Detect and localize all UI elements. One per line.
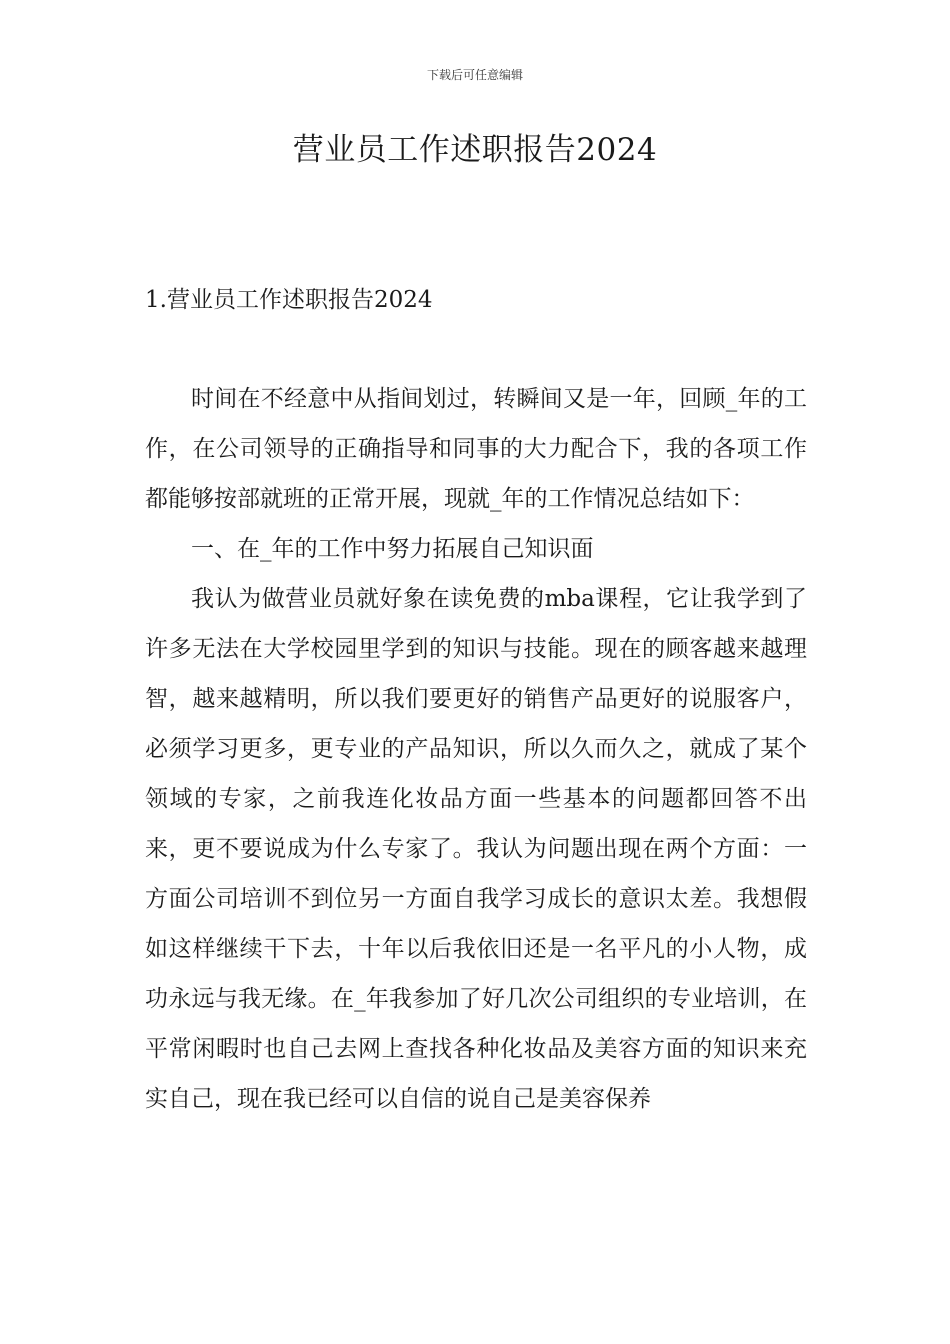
paragraph-intro: 时间在不经意中从指间划过，转瞬间又是一年，回顾_年的工作，在公司领导的正确指导和同事的大力配合下，我的各项工作都能够按部就班的正常开展，现就_年的工作情况总结如下： (145, 386, 807, 512)
document-title: 营业员工作述职报告2024 (292, 132, 658, 168)
document-body (145, 374, 807, 1124)
section-heading: 1.营业员工作述职报告2024 (145, 287, 433, 313)
page-header-note: 下载后可任意编辑 (426, 68, 523, 82)
paragraph-subheading: 一、在_年的工作中努力拓展自己知识面 (191, 536, 594, 562)
paragraph-knowledge: 我认为做营业员就好象在读免费的mba课程，它让我学到了许多无法在大学校园里学到的知识与技能。现在的顾客越来越理智，越来越精明，所以我们要更好的销售产品更好的说服客户，必须学习更多，更专业的产品知识，所以久而久之，就成了某个领域的专家，之前我连化妆品方面一些基本的问题都回答不出来，更不要说成为什么专家了。我认为问题出现在两个方面：一方面公司培训不到位另一方面自我学习成长的意识太差。我想假如这样继续干下去，十年以后我依旧还是一名平凡的小人物，成功永远与我无缘。在_年我参加了好几次公司组织的专业培训，在平常闲暇时也自己去网上查找各种化妆品及美容方面的知识来充实自己，现在我已经可以自信的说自己是美容保养 (145, 586, 807, 1112)
